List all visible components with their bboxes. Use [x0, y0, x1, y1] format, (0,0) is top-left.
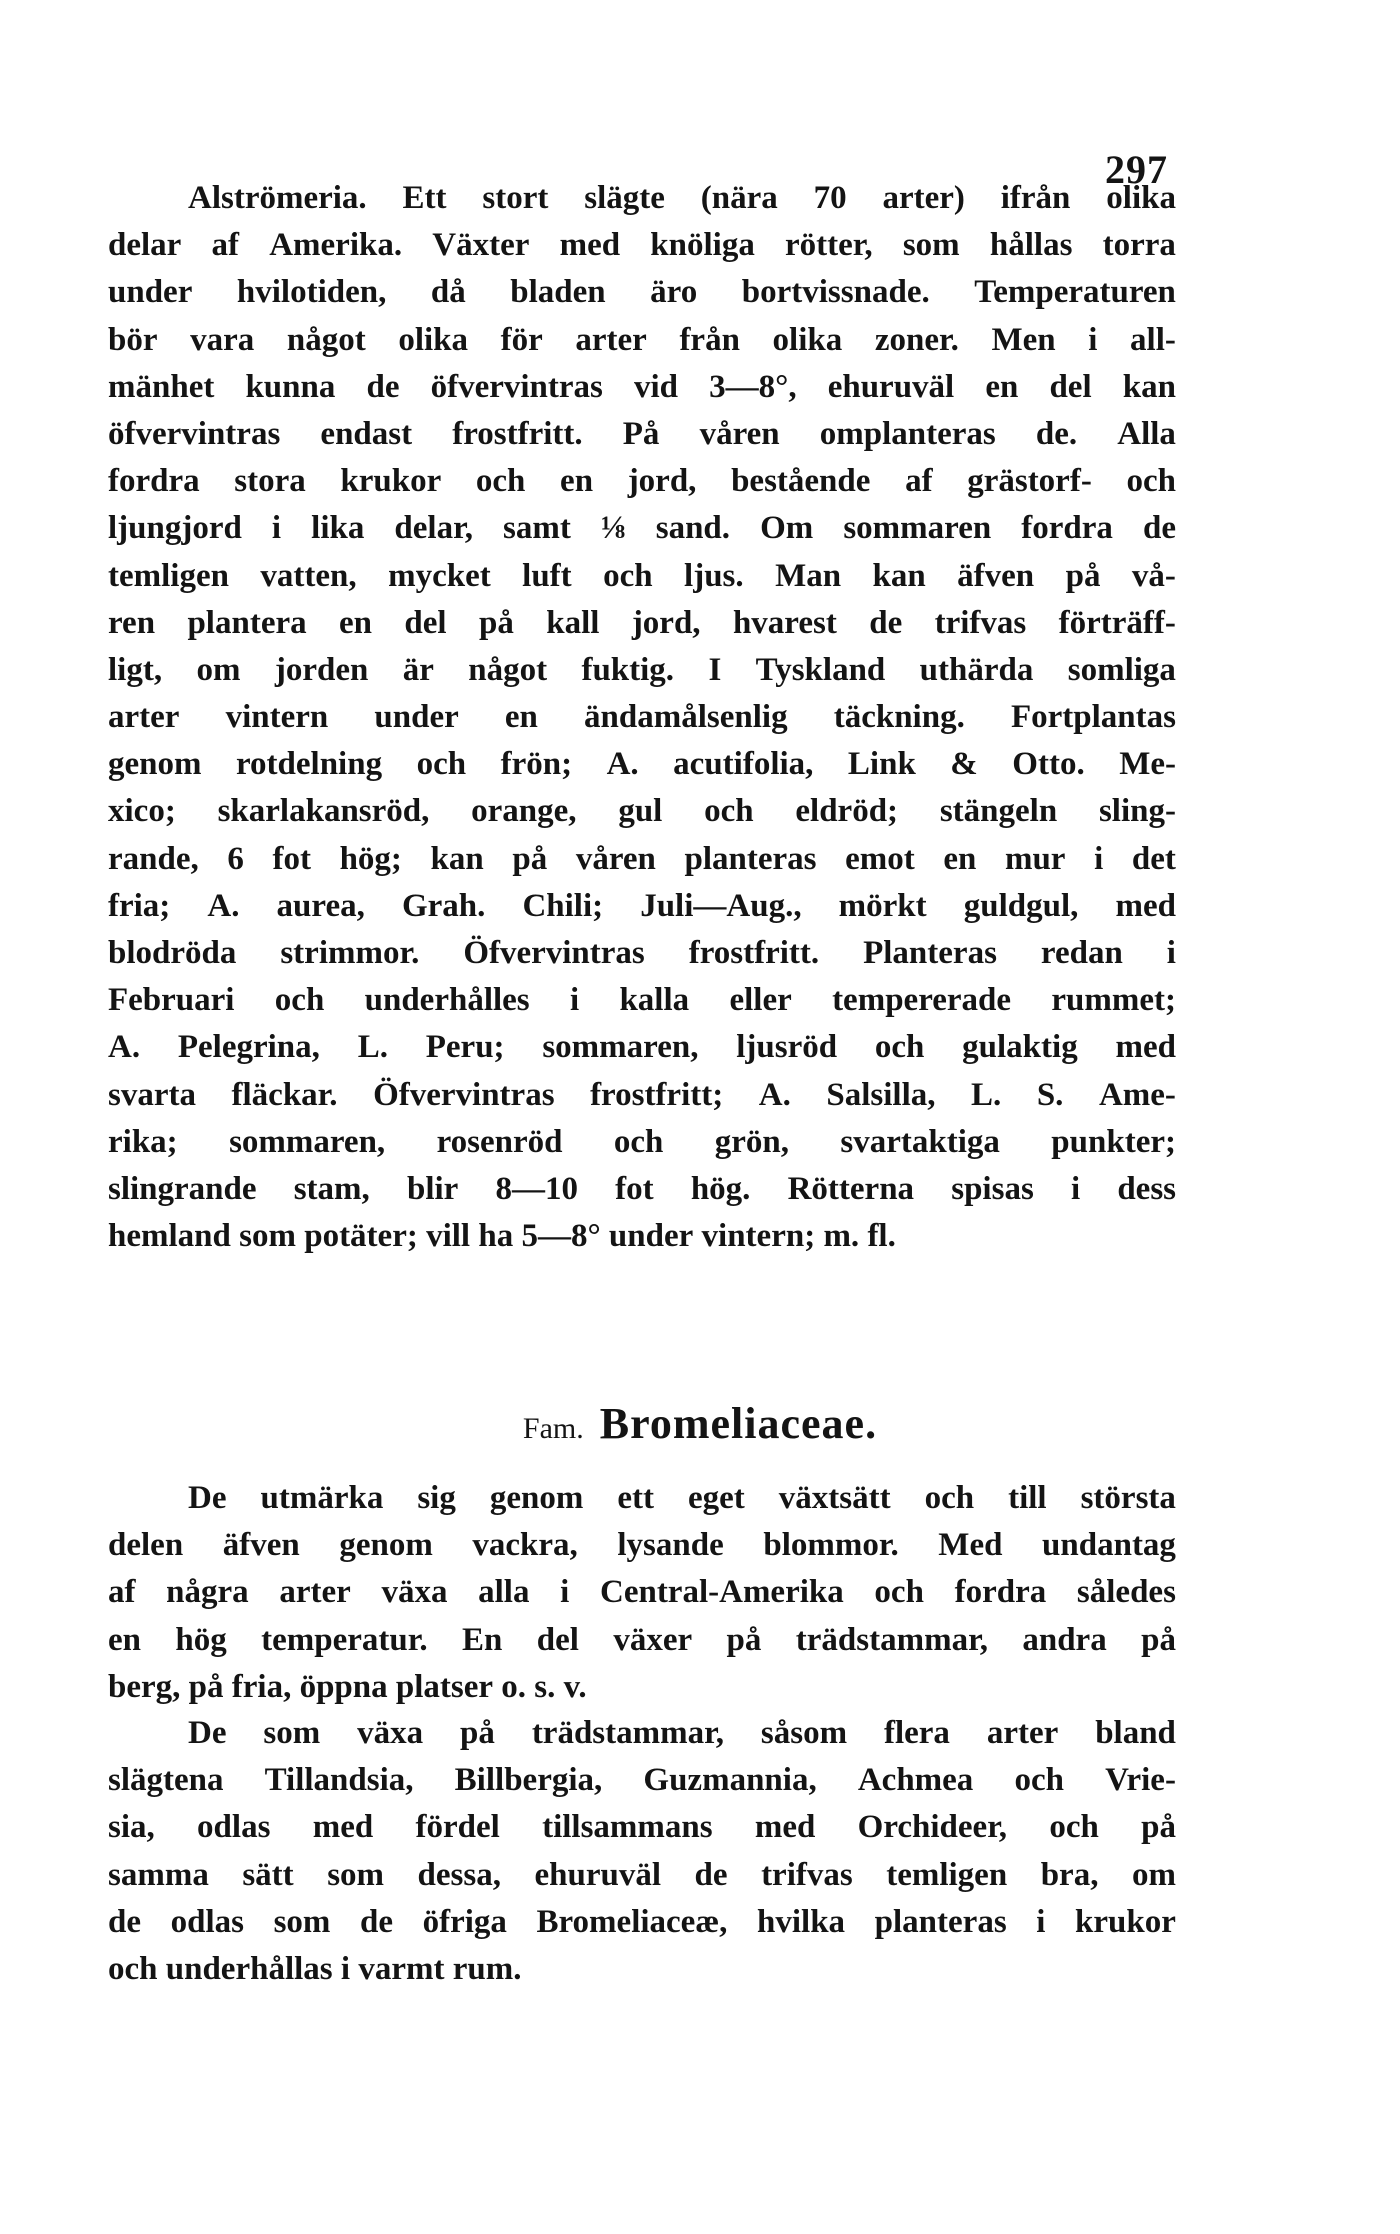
text-line: arter vintern under en ändamålsenlig täckning. Fortplantas [108, 699, 1176, 736]
text-line: hemland som potäter; vill ha 5—8° under vintern; m. fl. [108, 1218, 896, 1255]
family-prefix: Fam. [522, 1412, 584, 1445]
family-name: Bromeliaceae. [599, 1399, 878, 1448]
text-line: af några arter växa alla i Central-Amerika och fordra således [108, 1574, 1176, 1611]
text-line: A. Pelegrina, L. Peru; sommaren, ljusröd och gulaktig med [108, 1029, 1176, 1066]
text-line: de odlas som de öfriga Bromeliaceæ, hvilka planteras i krukor [108, 1903, 1176, 1940]
text-line: fria; A. aurea, Grah. Chili; Juli—Aug., mörkt guldgul, med [108, 887, 1176, 924]
text-line: bör vara något olika för arter från olika zoner. Men i all- [108, 321, 1176, 358]
text-line: Februari och underhålles i kalla eller tempererade rummet; [108, 982, 1176, 1019]
text-line: rande, 6 fot hög; kan på våren planteras emot en mur i det [108, 840, 1176, 877]
family-heading [0, 1398, 1400, 1449]
text-line: mänhet kunna de öfvervintras vid 3—8°, ehuruväl en del kan [108, 368, 1176, 405]
text-line: under hvilotiden, då bladen äro bortvissnade. Temperaturen [108, 274, 1176, 311]
alstromeria-paragraph [108, 180, 1176, 1265]
text-line: temligen vatten, mycket luft och ljus. Man kan äfven på vå- [108, 557, 1176, 594]
text-line: blodröda strimmor. Öfvervintras frostfritt. Planteras redan i [108, 935, 1176, 971]
text-line: svarta fläckar. Öfvervintras frostfritt; A. Salsilla, L. S. Ame- [108, 1076, 1176, 1113]
text-line: De utmärka sig genom ett eget växtsätt och till största [188, 1480, 1176, 1516]
text-line: ljungjord i lika delar, samt ⅛ sand. Om sommaren fordra de [108, 510, 1176, 547]
bromeliaceae-cultivation-paragraph [108, 1715, 1176, 1998]
text-line: slägtena Tillandsia, Billbergia, Guzmannia, Achmea och Vrie- [108, 1762, 1176, 1799]
text-line: ren plantera en del på kall jord, hvarest de trifvas förträff- [108, 604, 1176, 641]
text-line: slingrande stam, blir 8—10 fot hög. Rötterna spisas i dess [108, 1170, 1176, 1207]
text-line: delen äfven genom vackra, lysande blommor. Med undantag [108, 1527, 1176, 1564]
text-line: ligt, om jorden är något fuktig. I Tyskland uthärda somliga [108, 651, 1176, 688]
text-line: sia, odlas med fördel tillsammans med Orchideer, och på [108, 1809, 1176, 1846]
text-line: De som växa på trädstammar, såsom flera arter bland [188, 1715, 1176, 1751]
text-line: rika; sommaren, rosenröd och grön, svartaktiga punkter; [108, 1123, 1176, 1160]
text-line: samma sätt som dessa, ehuruväl de trifvas temligen bra, om [108, 1856, 1176, 1893]
page-number: 297 [1105, 147, 1168, 192]
text-line: berg, på fria, öppna platser o. s. v. [108, 1668, 587, 1705]
text-line: öfvervintras endast frostfritt. På våren omplanteras de. Alla [108, 415, 1176, 452]
text-line: xico; skarlakansröd, orange, gul och eldröd; stängeln sling- [108, 793, 1176, 830]
text-line: en hög temperatur. En del växer på trädstammar, andra på [108, 1621, 1176, 1658]
text-line: och underhållas i varmt rum. [108, 1950, 522, 1987]
text-line: fordra stora krukor och en jord, bestående af grästorf- och [108, 463, 1176, 500]
text-line: genom rotdelning och frön; A. acutifolia, Link & Otto. Me- [108, 746, 1176, 783]
bromeliaceae-intro-paragraph [108, 1480, 1176, 1716]
text-line: delar af Amerika. Växter med knöliga rötter, som hållas torra [108, 227, 1176, 264]
text-line: Alströmeria. Ett stort slägte (nära 70 arter) ifrån olika [188, 180, 1176, 216]
